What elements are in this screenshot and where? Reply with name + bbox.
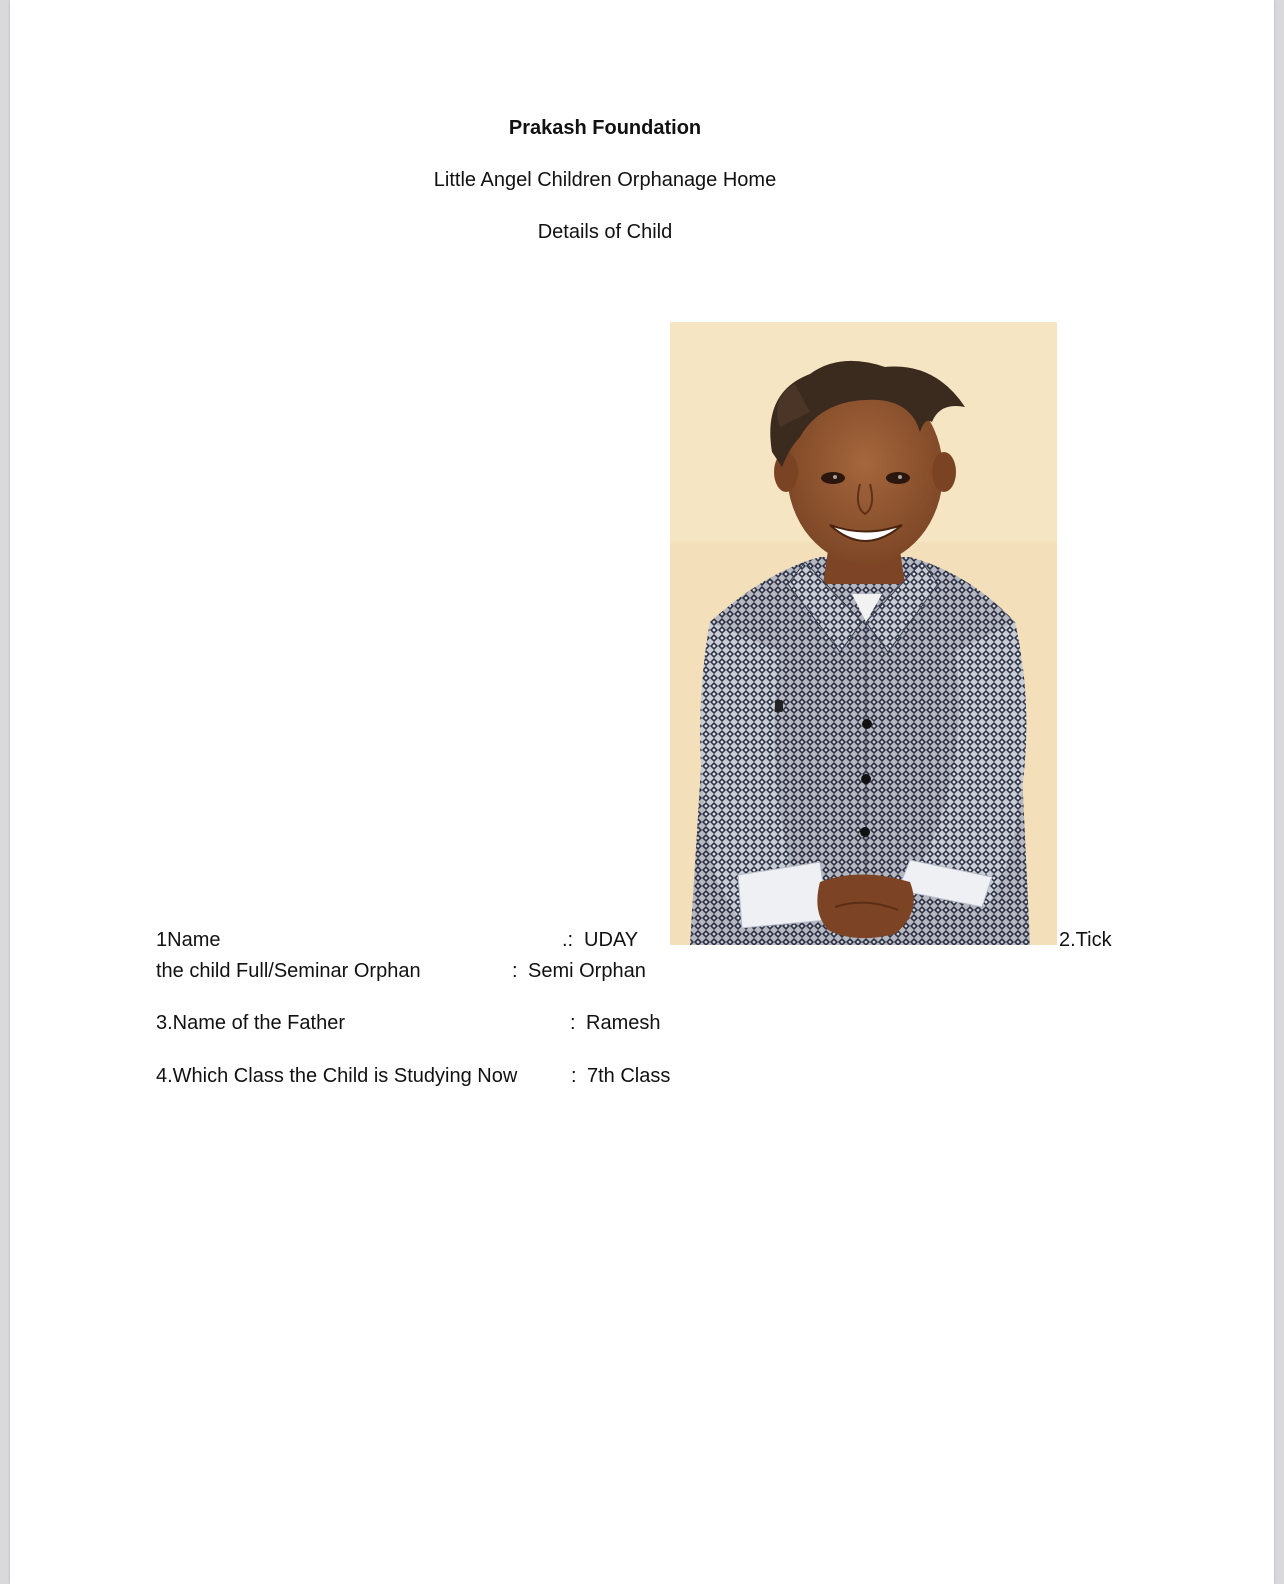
child-portrait-icon bbox=[670, 322, 1057, 945]
home-name: Little Angel Children Orphanage Home bbox=[433, 169, 777, 191]
document-page bbox=[10, 0, 1274, 1584]
class-separator: : bbox=[571, 1065, 577, 1087]
name-label: 1Name bbox=[156, 929, 221, 951]
class-label: 4.Which Class the Child is Studying Now bbox=[156, 1065, 518, 1087]
name-separator: .: bbox=[562, 929, 574, 951]
orphan-status-separator: : bbox=[512, 960, 518, 982]
father-label: 3.Name of the Father bbox=[156, 1012, 345, 1034]
class-value: 7th Class bbox=[587, 1065, 671, 1087]
name-value: UDAY bbox=[584, 929, 639, 951]
father-separator: : bbox=[570, 1012, 576, 1034]
child-photo bbox=[670, 322, 1057, 945]
organization-title: Prakash Foundation bbox=[508, 117, 702, 139]
orphan-status-label: the child Full/Seminar Orphan bbox=[156, 960, 421, 982]
orphan-status-label-prefix: 2.Tick bbox=[1059, 929, 1112, 951]
form-title: Details of Child bbox=[537, 221, 673, 243]
orphan-status-value: Semi Orphan bbox=[528, 960, 646, 982]
father-value: Ramesh bbox=[586, 1012, 661, 1034]
